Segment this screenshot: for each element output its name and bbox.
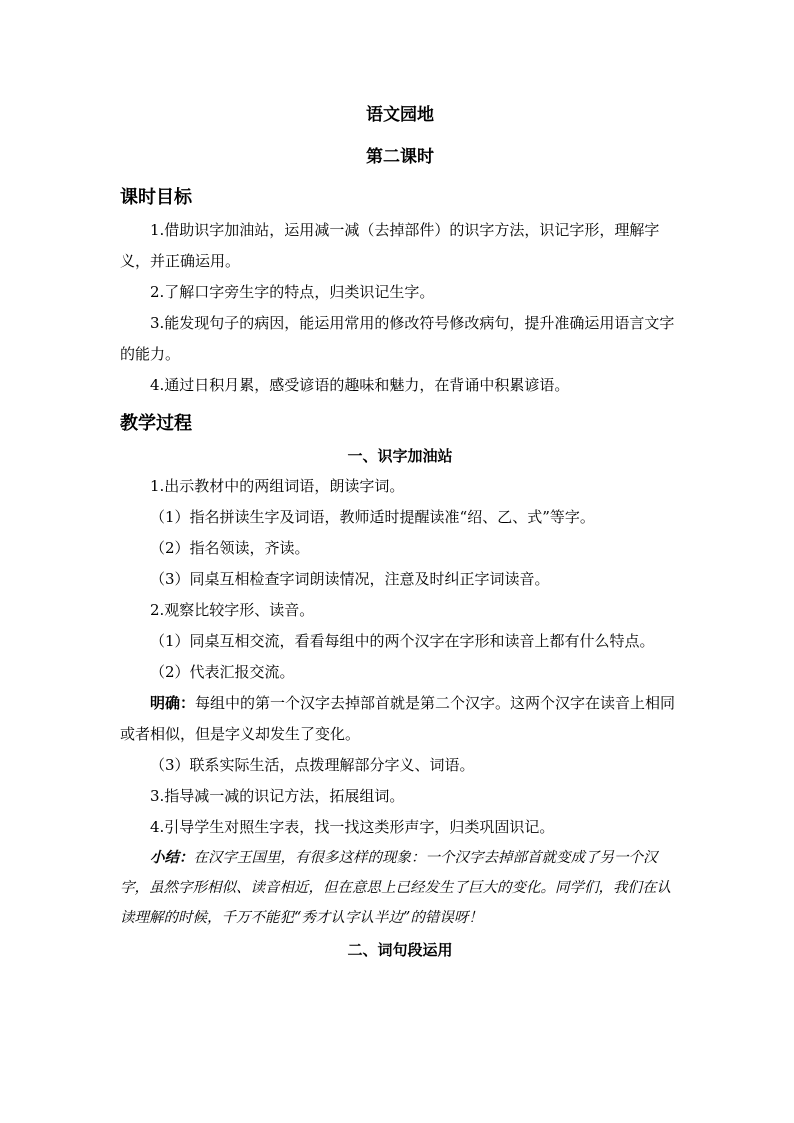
page-subtitle: 第二课时 [366, 147, 434, 167]
section-1-title: 一、识字加油站 [347, 447, 453, 465]
section-1-paragraph: （1）指名拼读生字及词语，教师适时提醒读准“绍、乙、式”等字。 [150, 508, 595, 526]
summary-label: 小结： [150, 849, 194, 866]
page-title: 语文园地 [366, 105, 434, 125]
section-1-paragraph: 2.观察比较字形、读音。 [150, 601, 315, 619]
section-1-paragraph: （3）联系实际生活，点拨理解部分字义、词语。 [150, 756, 475, 774]
section-1-paragraph: 3.指导减一减的识记方法，拓展组词。 [150, 787, 405, 805]
summary-paragraph [120, 843, 680, 933]
goal-item-3: 3.能发现句子的病因，能运用常用的修改符号修改病句，提升准确运用语言文字的能力。 [120, 314, 675, 363]
goals-heading: 课时目标 [120, 187, 192, 208]
section-2-title: 二、词句段运用 [347, 941, 453, 959]
section-1-paragraph: 4.引导学生对照生字表，找一找这类形声字，归类巩固识记。 [150, 818, 555, 836]
clarify-text: 每组中的第一个汉字去掉部首就是第二个汉字。这两个汉字在读音上相同或者相似，但是字义却发生了变化。 [120, 694, 676, 743]
section-1-paragraph: （2）代表汇报交流。 [150, 663, 295, 681]
section-1-paragraph: （3）同桌互相检查字词朗读情况，注意及时纠正字词读音。 [150, 570, 550, 588]
clarify-paragraph [120, 688, 680, 750]
process-heading: 教学过程 [120, 413, 192, 434]
goal-item-2: 2.了解口字旁生字的特点，归类识记生字。 [150, 283, 435, 301]
section-1-paragraph: （2）指名领读，齐读。 [150, 539, 310, 557]
goal-item-4: 4.通过日积月累，感受谚语的趣味和魅力，在背诵中积累谚语。 [150, 376, 570, 394]
document-content [120, 103, 680, 965]
clarify-label: 明确： [150, 694, 196, 712]
goal-item-1: 1.借助识字加油站，运用减一减（去掉部件）的识字方法，识记字形，理解字义，并正确运用。 [120, 221, 660, 270]
summary-text: 在汉字王国里，有很多这样的现象：一个汉字去掉部首就变成了另一个汉字，虽然字形相似、读音相近，但在意思上已经发生了巨大的变化。同学们，我们在认读理解的时候，千万不能犯“秀才认字认半边”的错误呀！ [120, 850, 671, 926]
section-1-paragraph: （1）同桌互相交流，看看每组中的两个汉字在字形和读音上都有什么特点。 [150, 632, 655, 650]
section-1-paragraph: 1.出示教材中的两组词语，朗读字词。 [150, 477, 405, 495]
